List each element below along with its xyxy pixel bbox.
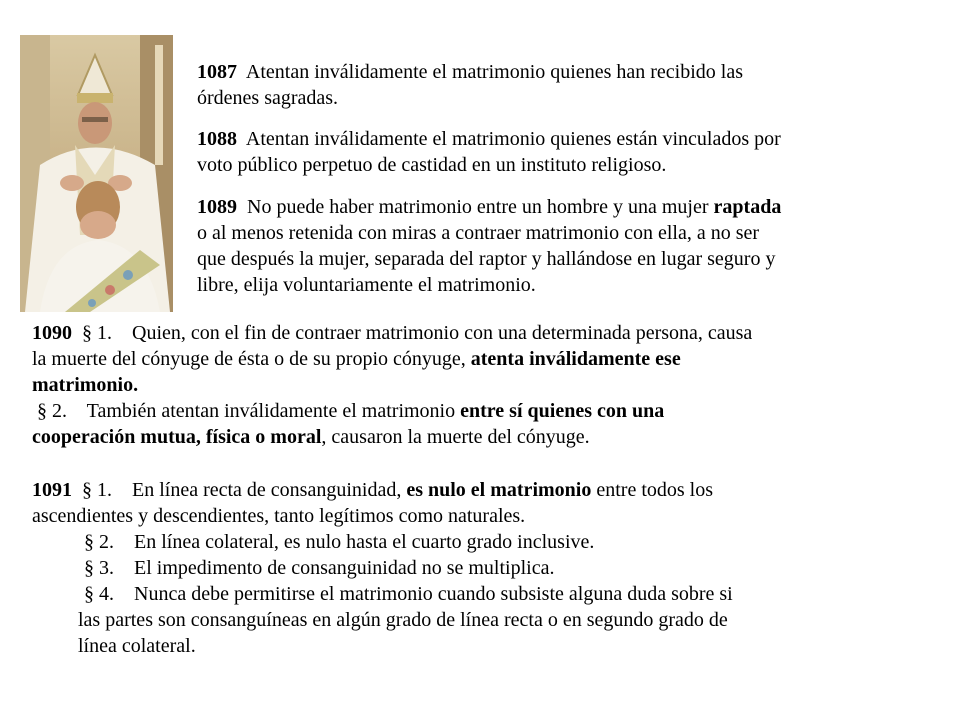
emphasis-text: entre sí quienes con una xyxy=(460,400,665,422)
canon-text: entre todos los xyxy=(596,479,713,501)
canon-1091 xyxy=(32,477,912,659)
canon-number: 1089 xyxy=(197,196,237,218)
canon-text: voto público perpetuo de castidad en un instituto religioso. xyxy=(197,154,667,176)
canon-number: 1087 xyxy=(197,61,237,83)
canon-text: Quien, con el fin de contraer matrimonio con una determinada persona, causa xyxy=(132,322,753,344)
canon-1089 xyxy=(197,194,917,298)
canon-text: En línea colateral, es nulo hasta el cuarto grado inclusive. xyxy=(134,531,595,553)
canon-number: 1088 xyxy=(197,128,237,150)
emphasis-text: raptada xyxy=(713,196,782,218)
canon-text: Nunca debe permitirse el matrimonio cuando subsiste alguna duda sobre si xyxy=(134,583,733,605)
canon-text: libre, elija voluntariamente el matrimonio. xyxy=(197,274,536,296)
section-mark: § 1. xyxy=(82,322,112,344)
canon-text: que después la mujer, separada del raptor y hallándose en lugar seguro y xyxy=(197,248,776,270)
emphasis-text: cooperación mutua, física o moral xyxy=(32,426,322,448)
section-mark: § 3. xyxy=(84,557,114,579)
emphasis-text: atenta inválidamente ese xyxy=(470,348,681,370)
canon-number: 1090 xyxy=(32,322,72,344)
canon-text: órdenes sagradas. xyxy=(197,87,339,109)
canon-text: Atentan inválidamente el matrimonio quienes están vinculados por xyxy=(245,128,781,150)
canon-text: , causaron la muerte del cónyuge. xyxy=(321,426,590,448)
emphasis-text: es nulo el matrimonio xyxy=(406,479,592,501)
section-mark: § 1. xyxy=(82,479,112,501)
section-mark: § 4. xyxy=(84,583,114,605)
canon-1090 xyxy=(32,320,912,450)
canon-text: ascendientes y descendientes, tanto legítimos como naturales. xyxy=(32,505,526,527)
canon-text: En línea recta de consanguinidad, xyxy=(132,479,402,501)
canon-1088 xyxy=(197,126,917,178)
section-mark: § 2. xyxy=(37,400,67,422)
canon-text: las partes son consanguíneas en algún grado de línea recta o en segundo grado de xyxy=(78,609,728,631)
canon-text: El impedimento de consanguinidad no se multiplica. xyxy=(134,557,555,579)
canon-text: También atentan inválidamente el matrimonio xyxy=(86,400,456,422)
emphasis-text: matrimonio. xyxy=(32,374,139,396)
canon-text: línea colateral. xyxy=(78,635,196,657)
ordination-photo-icon xyxy=(20,35,173,312)
canon-number: 1091 xyxy=(32,479,72,501)
section-mark: § 2. xyxy=(84,531,114,553)
canon-text: o al menos retenida con miras a contraer matrimonio con ella, a no ser xyxy=(197,222,760,244)
canon-text: Atentan inválidamente el matrimonio quienes han recibido las xyxy=(245,61,743,83)
canon-text: No puede haber matrimonio entre un hombre y una mujer xyxy=(247,196,709,218)
canon-1087 xyxy=(197,59,917,111)
canon-text: la muerte del cónyuge de ésta o de su propio cónyuge, xyxy=(32,348,466,370)
ordination-photo xyxy=(20,35,173,312)
